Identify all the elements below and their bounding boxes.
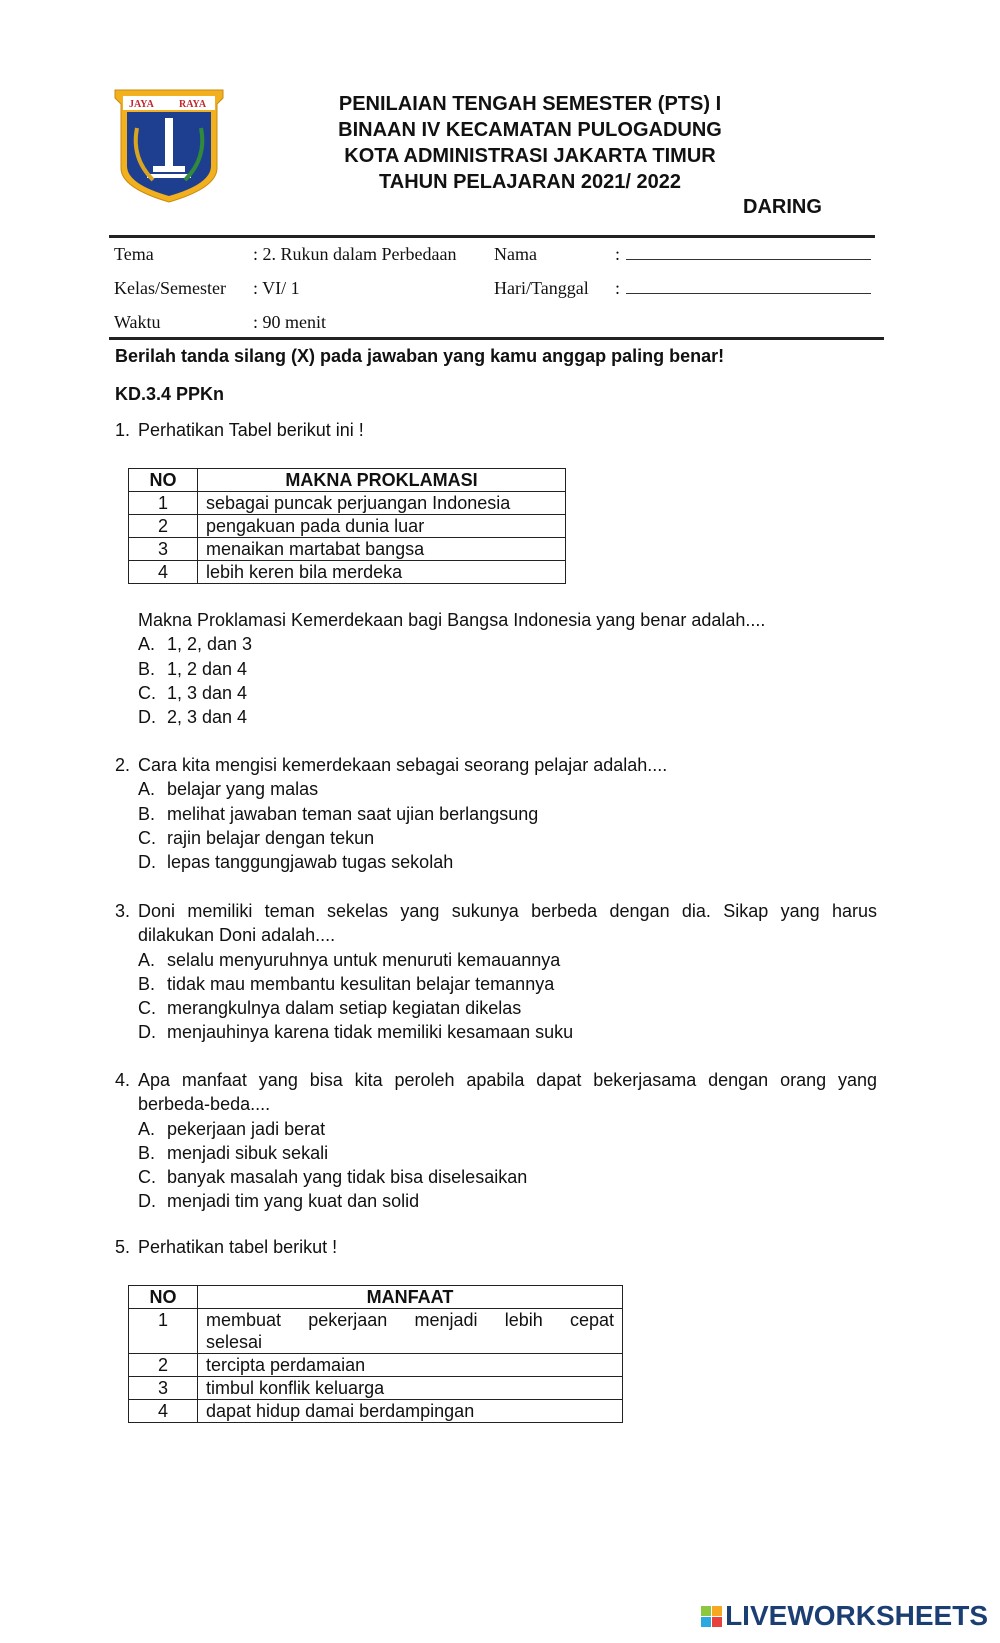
option-letter: D. (138, 707, 156, 728)
option-text: 1, 2, dan 3 (167, 634, 253, 655)
option-letter: A. (138, 779, 156, 800)
cell: dapat hidup damai berdampingan (198, 1400, 623, 1423)
option-c[interactable] (115, 1165, 877, 1189)
kelas-value: : VI/ 1 (253, 278, 300, 298)
option-letter: C. (138, 682, 156, 703)
question-number: 1. (115, 420, 131, 440)
table-row (129, 1377, 623, 1400)
table-row (129, 1354, 623, 1377)
option-b[interactable] (115, 1141, 877, 1165)
option-d[interactable] (115, 850, 877, 874)
title-line: PENILAIAN TENGAH SEMESTER (PTS) I (338, 93, 722, 115)
option-b[interactable] (115, 657, 877, 681)
cell: membuat pekerjaan menjadi lebih cepat selesai (198, 1309, 623, 1354)
option-letter: C. (138, 998, 156, 1019)
cell: 3 (129, 538, 198, 561)
option-text: menjauhinya karena tidak memiliki kesamaan suku (167, 1022, 574, 1043)
option-text: menjadi tim yang kuat dan solid (167, 1191, 420, 1212)
waktu-value: : 90 menit (253, 312, 326, 332)
tema-value: : 2. Rukun dalam Perbedaan (253, 244, 457, 264)
cell: tercipta perdamaian (198, 1354, 623, 1377)
option-a[interactable] (115, 632, 877, 656)
question-number: 3. (115, 901, 131, 921)
title-line: KOTA ADMINISTRASI JAKARTA TIMUR (344, 145, 716, 167)
option-letter: B. (138, 1142, 156, 1163)
option-letter: D. (138, 852, 156, 873)
question-text: Perhatikan Tabel berikut ini ! (138, 420, 364, 440)
cell: 2 (129, 515, 198, 538)
option-d[interactable] (115, 1020, 877, 1044)
option-b[interactable] (115, 802, 877, 826)
colon: : (615, 278, 621, 298)
table-header: MAKNA PROKLAMASI (198, 469, 566, 492)
option-letter: D. (138, 1191, 156, 1212)
option-text: 1, 3 dan 4 (167, 682, 248, 703)
option-d[interactable] (115, 1189, 877, 1213)
cell: 1 (129, 1309, 198, 1354)
waktu-label: Waktu (114, 312, 161, 332)
option-text: melihat jawaban teman saat ujian berlangsung (167, 803, 539, 824)
option-letter: B. (138, 803, 156, 824)
option-letter: B. (138, 973, 156, 994)
tanggal-blank[interactable] (626, 279, 871, 294)
manfaat-table (128, 1285, 623, 1423)
exam-title (270, 91, 790, 195)
option-text: menjadi sibuk sekali (167, 1142, 329, 1163)
cell: 2 (129, 1354, 198, 1377)
cell: timbul konflik keluarga (198, 1377, 623, 1400)
table-row (129, 538, 566, 561)
nama-label: Nama (494, 244, 537, 264)
option-b[interactable] (115, 972, 877, 996)
option-a[interactable] (115, 948, 877, 972)
question-1 (115, 418, 877, 442)
cell: lebih keren bila merdeka (198, 561, 566, 584)
svg-text:RAYA: RAYA (179, 99, 207, 110)
question-2 (115, 753, 877, 874)
kelas-label: Kelas/Semester (114, 278, 226, 298)
kd-label: KD.3.4 PPKn (115, 384, 225, 404)
option-letter: A. (138, 1118, 156, 1139)
question-number: 5. (115, 1237, 131, 1257)
question-5 (115, 1235, 877, 1259)
table-row (129, 1400, 623, 1423)
question-4 (115, 1068, 877, 1214)
title-line: TAHUN PELAJARAN 2021/ 2022 (379, 171, 681, 193)
question-text: Apa manfaat yang bisa kita peroleh apabila dapat bekerjasama dengan orang yang berbeda-beda.... (138, 1070, 877, 1115)
option-letter: C. (138, 1167, 156, 1188)
cell: 4 (129, 1400, 198, 1423)
table-header: NO (129, 1286, 198, 1309)
cell: pengakuan pada dunia luar (198, 515, 566, 538)
question-1-options (115, 608, 877, 729)
brand-text: LIVEWORKSHEETS (725, 1600, 988, 1631)
option-letter: A. (138, 634, 156, 655)
makna-proklamasi-table (128, 468, 566, 584)
option-text: tidak mau membantu kesulitan belajar temannya (167, 973, 555, 994)
option-text: rajin belajar dengan tekun (167, 827, 375, 848)
cell: sebagai puncak perjuangan Indonesia (198, 492, 566, 515)
tema-label: Tema (114, 244, 154, 264)
svg-text:JAYA: JAYA (129, 99, 154, 110)
nama-blank[interactable] (626, 245, 871, 260)
option-letter: C. (138, 827, 156, 848)
option-d[interactable] (115, 705, 877, 729)
option-a[interactable] (115, 1117, 877, 1141)
question-text: Perhatikan tabel berikut ! (138, 1237, 338, 1257)
option-text: banyak masalah yang tidak bisa diselesaikan (167, 1167, 528, 1188)
option-text: 2, 3 dan 4 (167, 707, 248, 728)
cell: 4 (129, 561, 198, 584)
title-line: BINAAN IV KECAMATAN PULOGADUNG (338, 119, 722, 141)
option-c[interactable] (115, 681, 877, 705)
live-blocks-icon (701, 1606, 722, 1627)
option-letter: B. (138, 658, 156, 679)
option-c[interactable] (115, 996, 877, 1020)
question-text: Doni memiliki teman sekelas yang sukunya berbeda dengan dia. Sikap yang harus dilakukan Doni adalah.... (138, 901, 877, 946)
question-3 (115, 899, 877, 1045)
nama-field[interactable] (615, 244, 871, 265)
option-text: merangkulnya dalam setiap kegiatan dikelas (167, 998, 522, 1019)
table-row (129, 561, 566, 584)
option-a[interactable] (115, 777, 877, 801)
jakarta-emblem-logo (113, 88, 225, 204)
cell: menaikan martabat bangsa (198, 538, 566, 561)
table-row (129, 515, 566, 538)
divider (109, 337, 884, 340)
liveworksheets-logo[interactable] (701, 1600, 988, 1632)
question-prompt: Makna Proklamasi Kemerdekaan bagi Bangsa Indonesia yang benar adalah.... (138, 610, 766, 630)
table-header: NO (129, 469, 198, 492)
option-letter: A. (138, 949, 156, 970)
tanggal-field[interactable] (615, 278, 871, 299)
cell: 3 (129, 1377, 198, 1400)
tanggal-label: Hari/Tanggal (494, 278, 589, 298)
instruction: Berilah tanda silang (X) pada jawaban yang kamu anggap paling benar! (115, 346, 725, 366)
divider (109, 235, 875, 238)
cell: 1 (129, 492, 198, 515)
question-text: Cara kita mengisi kemerdekaan sebagai seorang pelajar adalah.... (138, 755, 668, 775)
colon: : (615, 244, 621, 264)
option-text: lepas tanggungjawab tugas sekolah (167, 852, 454, 873)
question-number: 2. (115, 755, 131, 775)
table-row (129, 1309, 623, 1354)
question-number: 4. (115, 1070, 131, 1090)
option-text: 1, 2 dan 4 (167, 658, 248, 679)
table-header: MANFAAT (198, 1286, 623, 1309)
option-text: selalu menyuruhnya untuk menuruti kemauannya (167, 949, 561, 970)
option-text: pekerjaan jadi berat (167, 1118, 326, 1139)
option-c[interactable] (115, 826, 877, 850)
option-text: belajar yang malas (167, 779, 319, 800)
table-row (129, 492, 566, 515)
option-letter: D. (138, 1022, 156, 1043)
exam-mode: DARING (743, 196, 822, 218)
